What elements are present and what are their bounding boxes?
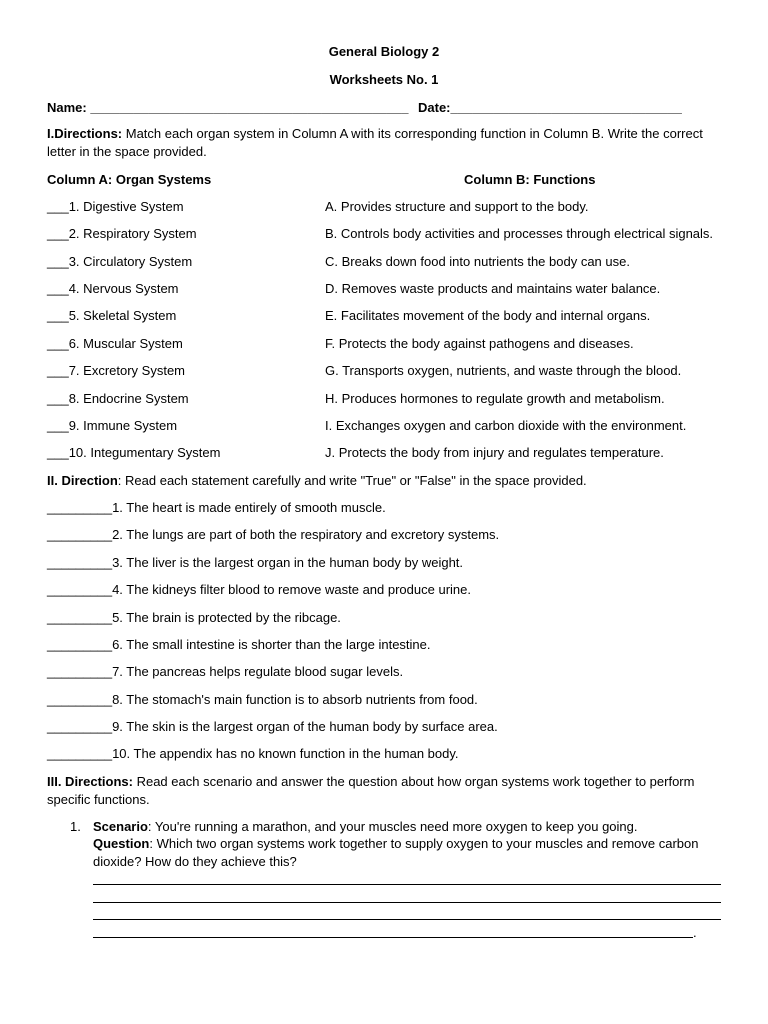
part2-directions-text: : Read each statement carefully and write "True" or "False" in the space provided. — [117, 473, 587, 488]
true-false-statement[interactable]: _________2. The lungs are part of both the respiratory and excretory systems. — [47, 527, 500, 542]
column-b-item: H. Produces hormones to regulate growth and metabolism. — [325, 391, 665, 406]
true-false-statement[interactable]: _________8. The stomach's main function is to absorb nutrients from food. — [47, 692, 478, 707]
scenario-label: Scenario — [93, 819, 148, 834]
part1-directions — [47, 125, 717, 161]
scenario-line — [93, 818, 638, 836]
true-false-statement[interactable]: _________7. The pancreas helps regulate blood sugar levels. — [47, 664, 404, 679]
answer-end-mark: . — [693, 925, 697, 940]
scenario-number: 1. — [70, 819, 81, 834]
part3-directions — [47, 773, 717, 809]
column-a-item[interactable]: ___5. Skeletal System — [47, 308, 177, 323]
column-b-item: A. Provides structure and support to the body. — [325, 199, 589, 214]
date-field-label[interactable]: Date:________________________________ — [418, 100, 682, 115]
part1-directions-label: I.Directions: — [47, 126, 123, 141]
column-b-item: F. Protects the body against pathogens and diseases. — [325, 336, 634, 351]
true-false-statement[interactable]: _________4. The kidneys filter blood to remove waste and produce urine. — [47, 582, 471, 597]
column-a-item[interactable]: ___7. Excretory System — [47, 363, 185, 378]
column-a-item[interactable]: ___10. Integumentary System — [47, 445, 221, 460]
column-a-item[interactable]: ___1. Digestive System — [47, 199, 184, 214]
question-block — [93, 835, 708, 871]
part2-directions — [47, 472, 587, 490]
worksheet-title: General Biology 2 — [328, 44, 440, 59]
true-false-statement[interactable]: _________10. The appendix has no known function in the human body. — [47, 746, 459, 761]
answer-line[interactable] — [93, 902, 721, 903]
column-b-item: E. Facilitates movement of the body and internal organs. — [325, 308, 651, 323]
question-label: Question — [93, 836, 150, 851]
answer-line[interactable] — [93, 884, 721, 885]
answer-line[interactable] — [93, 919, 721, 920]
part1-directions-text: Match each organ system in Column A with its corresponding function in Column B. Write the correct letter in the space provided. — [47, 126, 703, 159]
column-b-header: Column B: Functions — [464, 172, 596, 187]
name-field-label[interactable]: Name: ____________________________________________ — [47, 100, 409, 115]
true-false-statement[interactable]: _________1. The heart is made entirely of smooth muscle. — [47, 500, 386, 515]
column-a-item[interactable]: ___6. Muscular System — [47, 336, 183, 351]
column-a-item[interactable]: ___3. Circulatory System — [47, 254, 193, 269]
column-a-header: Column A: Organ Systems — [47, 172, 212, 187]
part3-directions-label: III. Directions: — [47, 774, 133, 789]
true-false-statement[interactable]: _________5. The brain is protected by the ribcage. — [47, 610, 341, 625]
column-b-item: J. Protects the body from injury and regulates temperature. — [325, 445, 664, 460]
true-false-statement[interactable]: _________9. The skin is the largest organ of the human body by surface area. — [47, 719, 498, 734]
column-b-item: C. Breaks down food into nutrients the body can use. — [325, 254, 630, 269]
column-b-item: D. Removes waste products and maintains water balance. — [325, 281, 661, 296]
column-b-item: G. Transports oxygen, nutrients, and waste through the blood. — [325, 363, 682, 378]
part3-directions-text: Read each scenario and answer the question about how organ systems work together to perform specific functions. — [47, 774, 695, 807]
column-a-item[interactable]: ___9. Immune System — [47, 418, 178, 433]
scenario-text: : You're running a marathon, and your muscles need more oxygen to keep you going. — [147, 819, 638, 834]
question-text: : Which two organ systems work together to supply oxygen to your muscles and remove carbon dioxide? How do they achieve this? — [93, 836, 699, 869]
true-false-statement[interactable]: _________6. The small intestine is shorter than the large intestine. — [47, 637, 431, 652]
column-b-item: B. Controls body activities and processes through electrical signals. — [325, 226, 714, 241]
part2-directions-label: II. Direction — [47, 473, 118, 488]
worksheet-subtitle: Worksheets No. 1 — [329, 72, 439, 87]
answer-line[interactable] — [93, 937, 693, 938]
true-false-statement[interactable]: _________3. The liver is the largest organ in the human body by weight. — [47, 555, 464, 570]
column-a-item[interactable]: ___4. Nervous System — [47, 281, 179, 296]
column-b-item: I. Exchanges oxygen and carbon dioxide with the environment. — [325, 418, 687, 433]
column-a-item[interactable]: ___2. Respiratory System — [47, 226, 197, 241]
column-a-item[interactable]: ___8. Endocrine System — [47, 391, 189, 406]
